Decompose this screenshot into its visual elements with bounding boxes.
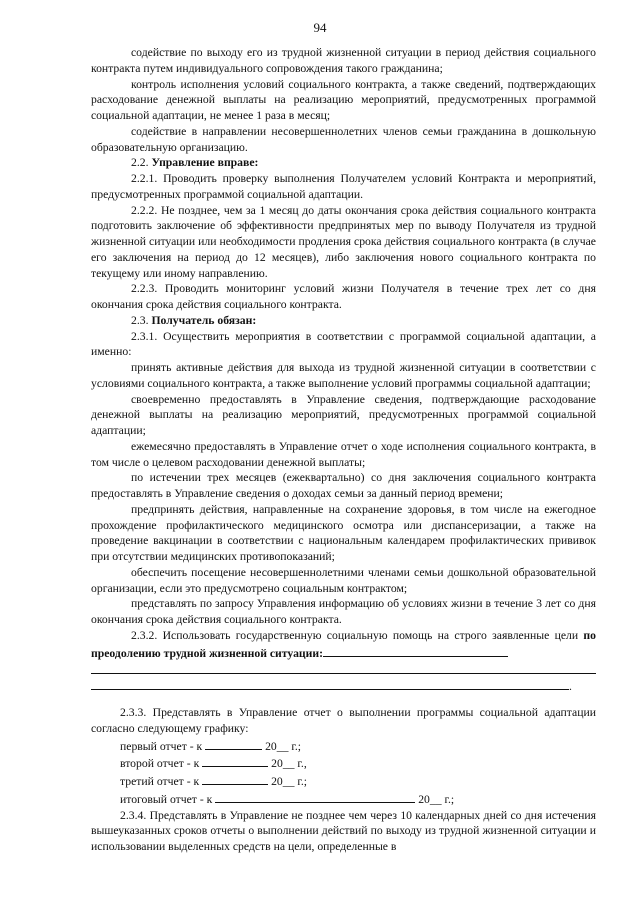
schedule-label: второй отчет - к (120, 757, 200, 771)
paragraph-2-2-3: 2.2.3. Проводить мониторинг условий жизни Получателя в течение трех лет со дня окончания срока действия социального контракта. (91, 282, 596, 311)
section-title: Получатель обязан: (151, 313, 257, 327)
paragraph-preschool: содействие в направлении несовершеннолетних членов семьи гражданина в дошкольную образовательную организацию. (91, 124, 596, 154)
subitem-quarterly-income: по истечении трех месяцев (ежеквартально) со дня заключения социального контракта предоставлять в Управление сведения о доходах семьи за данный период времени; (91, 471, 596, 500)
paragraph-2-3-2-text: 2.3.2. Использовать государственную социальную помощь на строго заявленные цели (131, 628, 579, 642)
paragraph-2-3-4: 2.3.4. Представлять в Управление не позднее чем через 10 календарных дней со дня истечения вышеуказанных сроков отчеты о выполнении действий по выходу из трудной жизненной ситуации и использовании выделенных средств на цели, определенные в (91, 808, 596, 853)
page-number: 94 (313, 20, 327, 35)
schedule-year: 20__ г.; (418, 792, 455, 806)
schedule-second (91, 754, 596, 772)
subitem-living-conditions: представлять по запросу Управления информацию об условиях жизни в течение 3 лет со дня окончания срока действия социального контракта. (91, 597, 596, 626)
subitem-health: предпринять действия, направленные на сохранение здоровья, в том числе на ежегодное прохождение профилактического медицинского осмотра или диспансеризации, а также на проведение вакцинации в соответствии с национальным календарем профилактических прививок при отсутствии медицинских противопоказаний; (91, 502, 596, 563)
date-blank[interactable] (202, 772, 268, 785)
paragraph-2-3-1: 2.3.1. Осуществить мероприятия в соответствии с программой социальной адаптации, а именно: (91, 329, 596, 359)
subitem-preschool-attendance: обеспечить посещение несовершеннолетними членами семьи дошкольной образовательной организации, если это предусмотрено социальным контрактом; (91, 565, 596, 595)
date-blank[interactable] (215, 790, 415, 803)
schedule-year: 20__ г.; (271, 775, 308, 788)
section-2-3-heading (91, 313, 596, 329)
section-number: 2.2. (131, 156, 149, 170)
date-blank[interactable] (205, 737, 262, 750)
schedule-year: 20__ г.; (265, 739, 302, 753)
blank-line[interactable] (91, 677, 569, 690)
section-title: Управление вправе: (151, 156, 259, 170)
section-2-2-heading (91, 155, 596, 171)
section-number: 2.3. (131, 313, 149, 327)
date-blank[interactable] (202, 754, 268, 767)
blank-line-period: . (569, 680, 572, 694)
paragraph-2-3-2 (91, 628, 596, 662)
paragraph-2-2-1: 2.2.1. Проводить проверку выполнения Получателем условий Контракта и мероприятий, предусмотренных программой социальной адаптации. (91, 172, 596, 201)
schedule-label: третий отчет - к (120, 775, 200, 788)
page-content (91, 45, 596, 855)
blank-line-full[interactable] (91, 661, 596, 677)
paragraph-2-3-2-bold: по преодолению трудной жизненной ситуации: (91, 628, 596, 660)
schedule-final (91, 790, 596, 808)
subitem-monthly-report: ежемесячно предоставлять в Управление отчет о ходе исполнения социального контракта, в том числе о целевом расходовании денежной выплаты; (91, 439, 596, 469)
schedule-label: первый отчет - к (120, 739, 203, 753)
schedule-third (91, 772, 596, 790)
subitem-timely-info: своевременно предоставлять в Управление сведения, подтверждающие расходование денежной выплаты на реализацию мероприятий, предусмотренных программой социальной адаптации; (91, 392, 596, 437)
blank-line[interactable] (323, 644, 508, 657)
schedule-year: 20__ г., (271, 757, 307, 771)
paragraph-2-2-2: 2.2.2. Не позднее, чем за 1 месяц до даты окончания срока действия социального контракта подготовить заключение об эффективности предпринятых мер по выводу Получателя из трудной жизненной ситуации или необходимости продления срока действия социального контракта (в случае его заключения на период до 12 месяцев), либо заключения нового социального контракта по текущему или иному направлению. (91, 203, 596, 280)
blank-line-end (91, 677, 596, 695)
paragraph-2-3-3: 2.3.3. Представлять в Управление отчет о выполнении программы социальной адаптации согласно следующему графику: (91, 706, 596, 735)
schedule-first (91, 737, 596, 755)
paragraph-assistance: содействие по выходу его из трудной жизненной ситуации в период действия социального контракта путем индивидуального сопровождения такого гражданина; (91, 46, 596, 75)
paragraph-control: контроль исполнения условий социального контракта, а также сведений, подтверждающих расходование денежной выплаты на реализацию мероприятий, предусмотренных программой социальной адаптации, не менее 1 раза в месяц; (91, 77, 596, 122)
schedule-label: итоговый отчет - к (120, 792, 213, 806)
subitem-active-actions: принять активные действия для выхода из трудной жизненной ситуации в соответствии с условиями социального контракта, а также выполнение условий программы социальной адаптации; (91, 361, 596, 390)
